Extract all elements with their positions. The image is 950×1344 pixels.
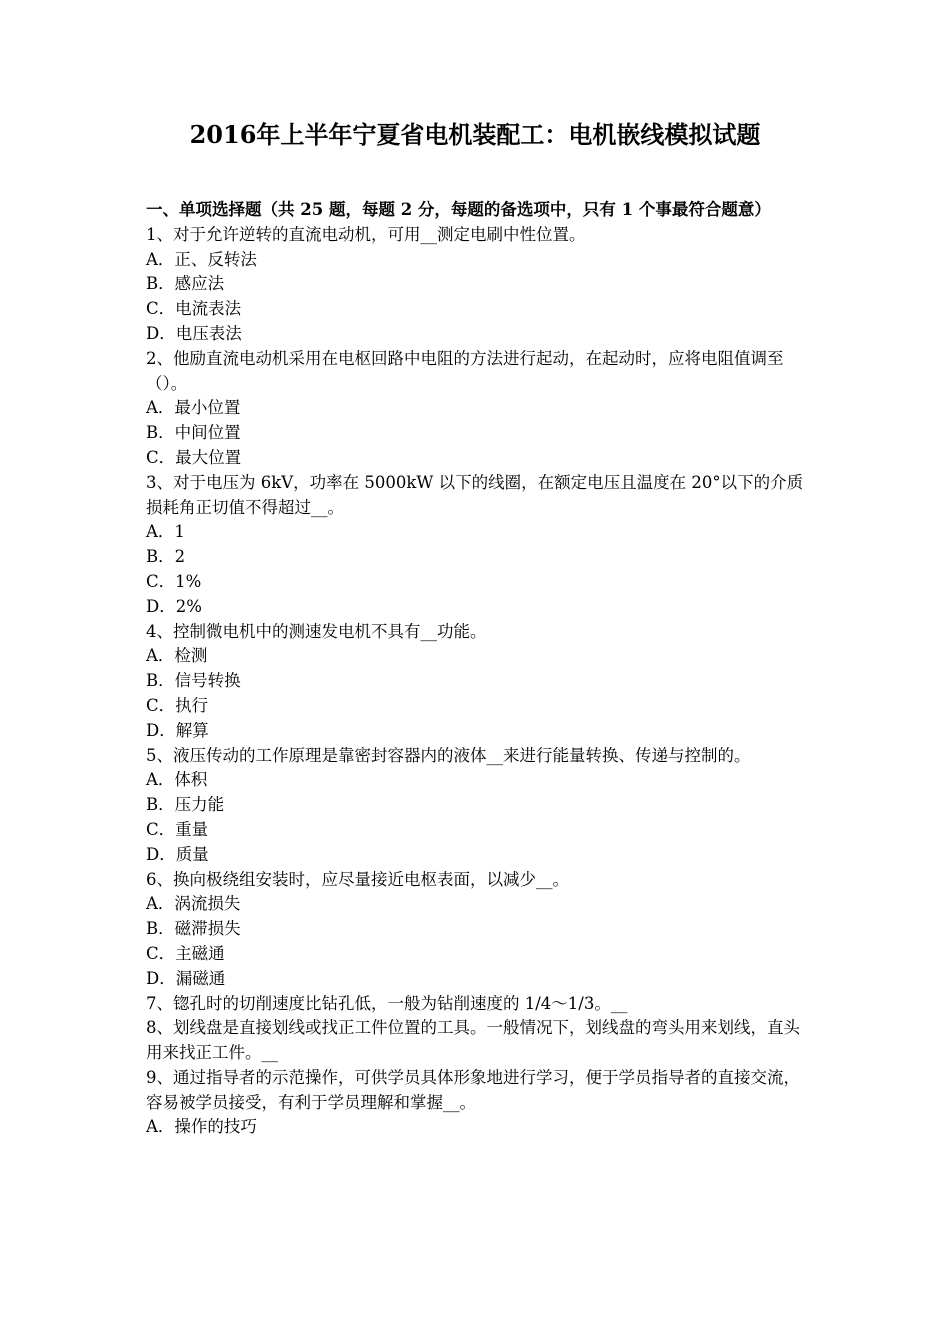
option-d: D．质量 [146,844,209,864]
option-c: C．电流表法 [146,299,242,319]
option-b: B．磁滞损失 [146,919,241,939]
option-a: A．检测 [146,646,208,666]
question-text: 1、对于允许逆转的直流电动机，可用__测定电刷中性位置。 [146,224,586,244]
option-b: B．2 [146,547,186,567]
question-1 [146,223,808,347]
question-text: 8、划线盘是直接划线或找正工件位置的工具。一般情况下，划线盘的弯头用来划线，直头用来找正工件。__ [146,1018,800,1063]
option-c: C．重量 [146,819,209,839]
option-a: A．1 [146,522,185,542]
option-c: C．主磁通 [146,943,225,963]
option-c: C．最大位置 [146,447,242,467]
document-body [146,198,808,1140]
question-6 [146,868,808,992]
question-text: 4、控制微电机中的测速发电机不具有__功能。 [146,621,487,641]
document-title: 2016年上半年宁夏省电机装配工：电机嵌线模拟试题 [189,120,761,149]
question-text: 7、锪孔时的切削速度比钻孔低，一般为钻削速度的 1/4～1/3。__ [146,993,628,1013]
option-a: A．最小位置 [146,398,241,418]
question-text: 6、换向极绕组安装时，应尽量接近电枢表面，以减少__。 [146,869,569,889]
option-d: D．漏磁通 [146,968,226,988]
option-a: A．体积 [146,770,208,790]
option-b: B．感应法 [146,274,225,294]
option-b: B．压力能 [146,795,225,815]
section-heading: 一、单项选择题（共 25 题，每题 2 分，每题的备选项中，只有 1 个事最符合题意） [146,200,771,219]
question-9 [146,1066,808,1140]
question-7 [146,992,808,1017]
question-4 [146,620,808,744]
question-text: 9、通过指导者的示范操作，可供学员具体形象地进行学习，便于学员指导者的直接交流，容易被学员接受，有利于学员理解和掌握__。 [146,1067,800,1112]
option-a: A．涡流损失 [146,894,241,914]
question-3 [146,471,808,620]
question-text: 2、他励直流电动机采用在电枢回路中电阻的方法进行起动，在起动时，应将电阻值调至（）。 [146,348,784,393]
option-b: B．信号转换 [146,671,241,691]
option-d: D．2% [146,596,202,616]
question-8 [146,1016,808,1066]
option-a: A．正、反转法 [146,249,257,269]
question-text: 5、液压传动的工作原理是靠密封容器内的液体__来进行能量转换、传递与控制的。 [146,745,751,765]
option-b: B．中间位置 [146,423,241,443]
option-d: D．解算 [146,720,209,740]
question-2 [146,347,808,471]
question-5 [146,744,808,868]
option-c: C．执行 [146,695,209,715]
option-c: C．1% [146,571,202,591]
question-text: 3、对于电压为 6kV，功率在 5000kW 以下的线圈，在额定电压且温度在 20°以下的介质损耗角正切值不得超过__。 [146,472,804,517]
option-d: D．电压表法 [146,323,242,343]
option-a: A．操作的技巧 [146,1117,257,1137]
